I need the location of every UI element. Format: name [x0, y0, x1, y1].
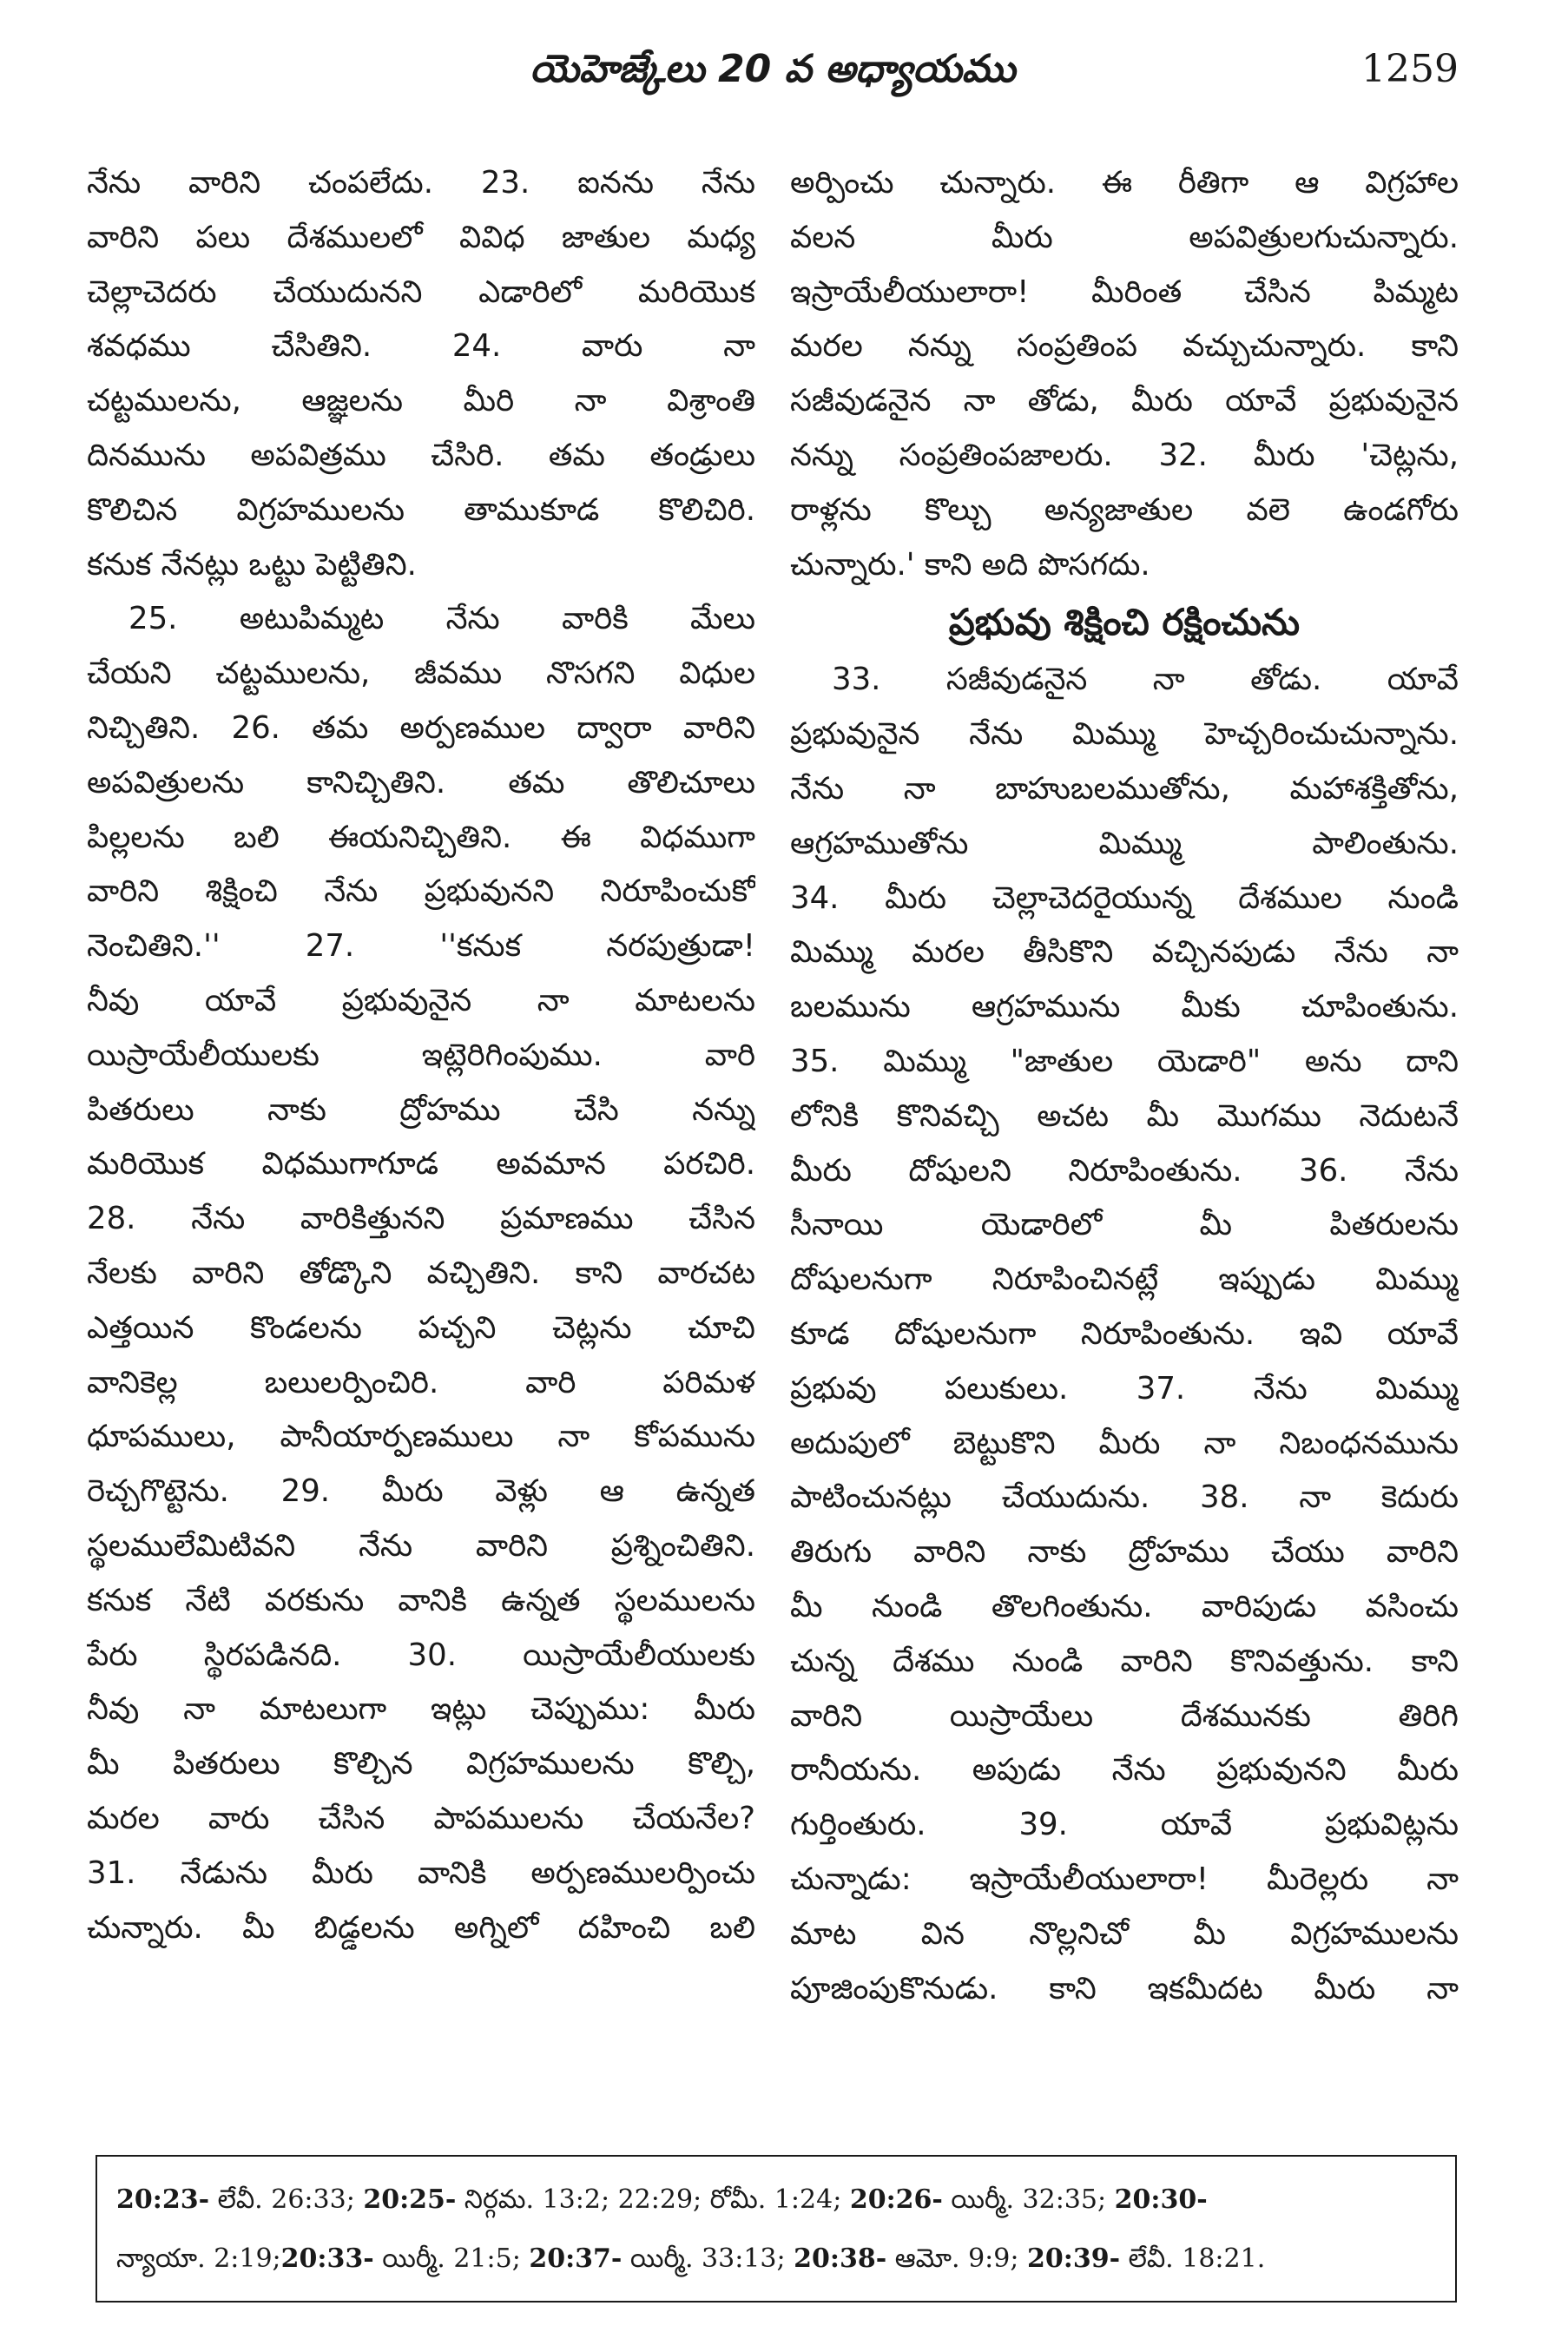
text-line: పూజింపుకొనుడు. కాని ఇకమీదట మీరు నా	[790, 1970, 1459, 2006]
text-line: చేయని చట్టములను, జీవము నొసగని విధుల	[87, 656, 755, 692]
text-line: నేలకు వారిని తోడ్కొని వచ్చితిని. కాని వారచట	[87, 1255, 755, 1291]
right-column-top-text	[790, 156, 1459, 592]
text-line: అర్పించు చున్నారు. ఈ రీతిగా ఆ విగ్రహాల	[790, 165, 1459, 201]
reference-citation: నిర్గమ. 13:2; 22:29; రోమీ. 1:24;	[456, 2184, 850, 2215]
text-line: మీ నుండి తొలగింతును. వారిపుడు వసించు	[790, 1588, 1459, 1624]
text-line: వారిని యిస్రాయేలు దేశమునకు తిరిగి	[790, 1697, 1459, 1734]
text-line: నిచ్చితిని. 26. తమ అర్పణముల ద్వారా వారిని	[87, 709, 755, 746]
text-line: 28. నేను వారికిత్తునని ప్రమాణము చేసిన	[87, 1201, 755, 1237]
reference-verse-marker: 20:39-	[1027, 2243, 1121, 2274]
text-line: రానీయను. అపుడు నేను ప్రభువునని మీరు	[790, 1752, 1459, 1789]
reference-line	[116, 2230, 1436, 2289]
text-line: రాళ్లను కొల్చు అన్యజాతుల వలె ఉండగోరు	[790, 491, 1459, 528]
text-line: వానికెల్ల బలులర్పించిరి. వారి పరిమళ	[87, 1364, 755, 1400]
reference-citation: యిర్మీ. 33:13;	[622, 2243, 794, 2274]
text-line: ప్రభువునైన నేను మిమ్ము హెచ్చరించుచున్నాను.	[790, 716, 1459, 753]
reference-verse-marker: 20:38-	[794, 2243, 887, 2274]
text-line: దోషులనుగా నిరూపించినట్లే ఇప్పుడు మిమ్ము	[790, 1262, 1459, 1298]
reference-verse-marker: 20:26-	[849, 2184, 943, 2215]
reference-verse-marker: 20:33-	[280, 2243, 374, 2274]
reference-verse-marker: 20:37-	[529, 2243, 623, 2274]
reference-citation: న్యాయా. 2:19;	[116, 2243, 281, 2274]
text-line: కొలిచిన విగ్రహములను తాముకూడ కొలిచిరి.	[87, 491, 755, 528]
text-line: రెచ్చగొట్టెను. 29. మీరు వెళ్లు ఆ ఉన్నత	[87, 1473, 755, 1510]
text-columns	[87, 156, 1459, 2092]
text-line: చెల్లాచెదరు చేయుదునని ఎడారిలో మరియొక	[87, 273, 755, 310]
text-line: పితరులు నాకు ద్రోహము చేసి నన్ను	[87, 1091, 755, 1128]
page-number: 1259	[1361, 47, 1459, 91]
reference-citation: ఆమో. 9:9;	[886, 2243, 1028, 2274]
text-line: మరల వారు చేసిన పాపములను చేయనేల?	[87, 1800, 755, 1836]
text-line: 35. మిమ్ము "జాతుల యెడారి" అను దాని	[790, 1043, 1459, 1079]
reference-verse-marker: 20:25-	[363, 2184, 457, 2215]
text-line: ఆగ్రహముతోను మిమ్ము పాలింతును.	[790, 825, 1459, 861]
text-line: ఎత్తయిన కొండలను పచ్చని చెట్లను చూచి	[87, 1309, 755, 1346]
text-line: నన్ను సంప్రతింపజాలరు. 32. మీరు 'చెట్లను,	[790, 437, 1459, 473]
cross-reference-box	[96, 2155, 1457, 2303]
reference-citation: యిర్మీ. 21:5;	[373, 2243, 530, 2274]
chapter-title: యెహెజ్కేలు 20 వ అధ్యాయము	[530, 47, 1016, 91]
text-line: చున్నారు.' కాని అది పొసగదు.	[790, 546, 1150, 583]
text-line: బలమును ఆగ్రహమును మీకు చూపింతును.	[790, 989, 1459, 1025]
reference-citation: లేవీ. 18:21.	[1120, 2243, 1266, 2274]
text-line: చున్నారు. మీ బిడ్డలను అగ్నిలో దహించి బలి	[87, 1909, 755, 1946]
text-line: ధూపములు, పానీయార్పణములు నా కోపమును	[87, 1419, 755, 1455]
reference-verse-marker: 20:23-	[116, 2184, 210, 2215]
text-line: గుర్తింతురు. 39. యావే ప్రభువిట్లను	[790, 1807, 1459, 1843]
text-line: పేరు స్థిరపడినది. 30. యిస్రాయేలీయులకు	[87, 1637, 755, 1673]
text-line: సజీవుడనైన నా తోడు, మీరు యావే ప్రభువునైన	[790, 383, 1459, 419]
text-line: కనుక నేనట్లు ఒట్టు పెట్టితిని.	[87, 546, 417, 583]
text-line: మీ పితరులు కొల్చిన విగ్రహములను కొల్చి,	[87, 1746, 755, 1782]
page-header	[87, 35, 1459, 122]
reference-verse-marker: 20:30-	[1114, 2184, 1208, 2215]
text-line: అదుపులో బెట్టుకొని మీరు నా నిబంధనమును	[790, 1425, 1459, 1461]
text-line: యిస్రాయేలీయులకు ఇట్లెరిగింపుము. వారి	[87, 1037, 755, 1073]
text-line: వారిని శిక్షించి నేను ప్రభువునని నిరూపించుకో	[87, 873, 755, 910]
text-line: నేను నా బాహుబలముతోను, మహాశక్తితోను,	[790, 770, 1459, 807]
text-line: చున్న దేశము నుండి వారిని కొనివత్తును. కాని	[790, 1643, 1459, 1679]
text-line: వలన మీరు అపవిత్రులగుచున్నారు.	[790, 219, 1459, 255]
text-line: నేను వారిని చంపలేదు. 23. ఐనను నేను	[87, 165, 755, 201]
reference-citation: యిర్మీ. 32:35;	[942, 2184, 1115, 2215]
text-line: 34. మీరు చెల్లాచెదరైయున్న దేశముల నుండి	[790, 880, 1459, 916]
section-heading: ప్రభువు శిక్షించి రక్షించును	[948, 601, 1301, 644]
text-line: కనుక నేటి వరకును వానికి ఉన్నత స్థలములను	[87, 1582, 755, 1618]
text-line: తిరుగు వారిని నాకు ద్రోహము చేయు వారిని	[790, 1534, 1459, 1571]
text-line: నీవు యావే ప్రభువునైన నా మాటలను	[87, 982, 755, 1018]
text-line: దినమును అపవిత్రము చేసిరి. తమ తండ్రులు	[87, 437, 755, 473]
text-line: చట్టములను, ఆజ్ఞలను మీరి నా విశ్రాంతి	[87, 383, 755, 419]
text-line: పిల్లలను బలి ఈయనిచ్చితిని. ఈ విధముగా	[87, 819, 755, 855]
text-line: చున్నాడు: ఇస్రాయేలీయులారా! మీరెల్లరు నా	[790, 1861, 1459, 1897]
text-line: అపవిత్రులను కానిచ్చితిని. తమ తొలిచూలు	[87, 764, 755, 800]
text-line: మిమ్ము మరల తీసికొని వచ్చినపుడు నేను నా	[790, 934, 1459, 971]
right-column	[790, 156, 1459, 2016]
text-line: పాటించునట్లు చేయుదును. 38. నా కెదురు	[790, 1479, 1459, 1516]
text-line: స్థలములేమిటివని నేను వారిని ప్రశ్నించితిని.	[87, 1527, 755, 1564]
text-line: ఇస్రాయేలీయులారా! మీరింత చేసిన పిమ్మట	[790, 273, 1459, 310]
text-line: సీనాయి యెడారిలో మీ పితరులను	[790, 1207, 1459, 1243]
text-line: మాట విన నొల్లనిచో మీ విగ్రహములను	[790, 1915, 1459, 1952]
text-line: 31. నేడును మీరు వానికి అర్పణములర్పించు	[87, 1855, 755, 1891]
scripture-page	[87, 35, 1459, 2309]
text-line: వారిని పలు దేశములలో వివిధ జాతుల మధ్య	[87, 219, 755, 255]
left-column	[87, 156, 755, 1955]
reference-citation: లేవీ. 26:33;	[209, 2184, 364, 2215]
right-column-bottom-text	[790, 653, 1459, 2016]
text-line: శవధము చేసితిని. 24. వారు నా	[87, 328, 755, 365]
text-line: 25. అటుపిమ్మట నేను వారికి మేలు	[128, 601, 755, 637]
text-line: మీరు దోషులని నిరూపింతును. 36. నేను	[790, 1152, 1459, 1189]
text-line: ప్రభువు పలుకులు. 37. నేను మిమ్ము	[790, 1370, 1459, 1407]
reference-line	[116, 2171, 1436, 2230]
text-line: మరల నన్ను సంప్రతింప వచ్చుచున్నారు. కాని	[790, 328, 1459, 365]
text-line: లోనికి కొనివచ్చి అచట మీ మొగము నెదుటనే	[790, 1097, 1459, 1134]
text-line: నెంచితిని.'' 27. ''కనుక నరపుత్రుడా!	[87, 928, 755, 965]
text-line: నీవు నా మాటలుగా ఇట్లు చెప్పుము: మీరు	[87, 1691, 755, 1728]
text-line: మరియొక విధముగాగూడ అవమాన పరచిరి.	[87, 1146, 755, 1183]
text-line: కూడ దోషులనుగా నిరూపింతును. ఇవి యావే	[790, 1315, 1459, 1352]
text-line: 33. సజీవుడనైన నా తోడు. యావే	[832, 662, 1459, 698]
